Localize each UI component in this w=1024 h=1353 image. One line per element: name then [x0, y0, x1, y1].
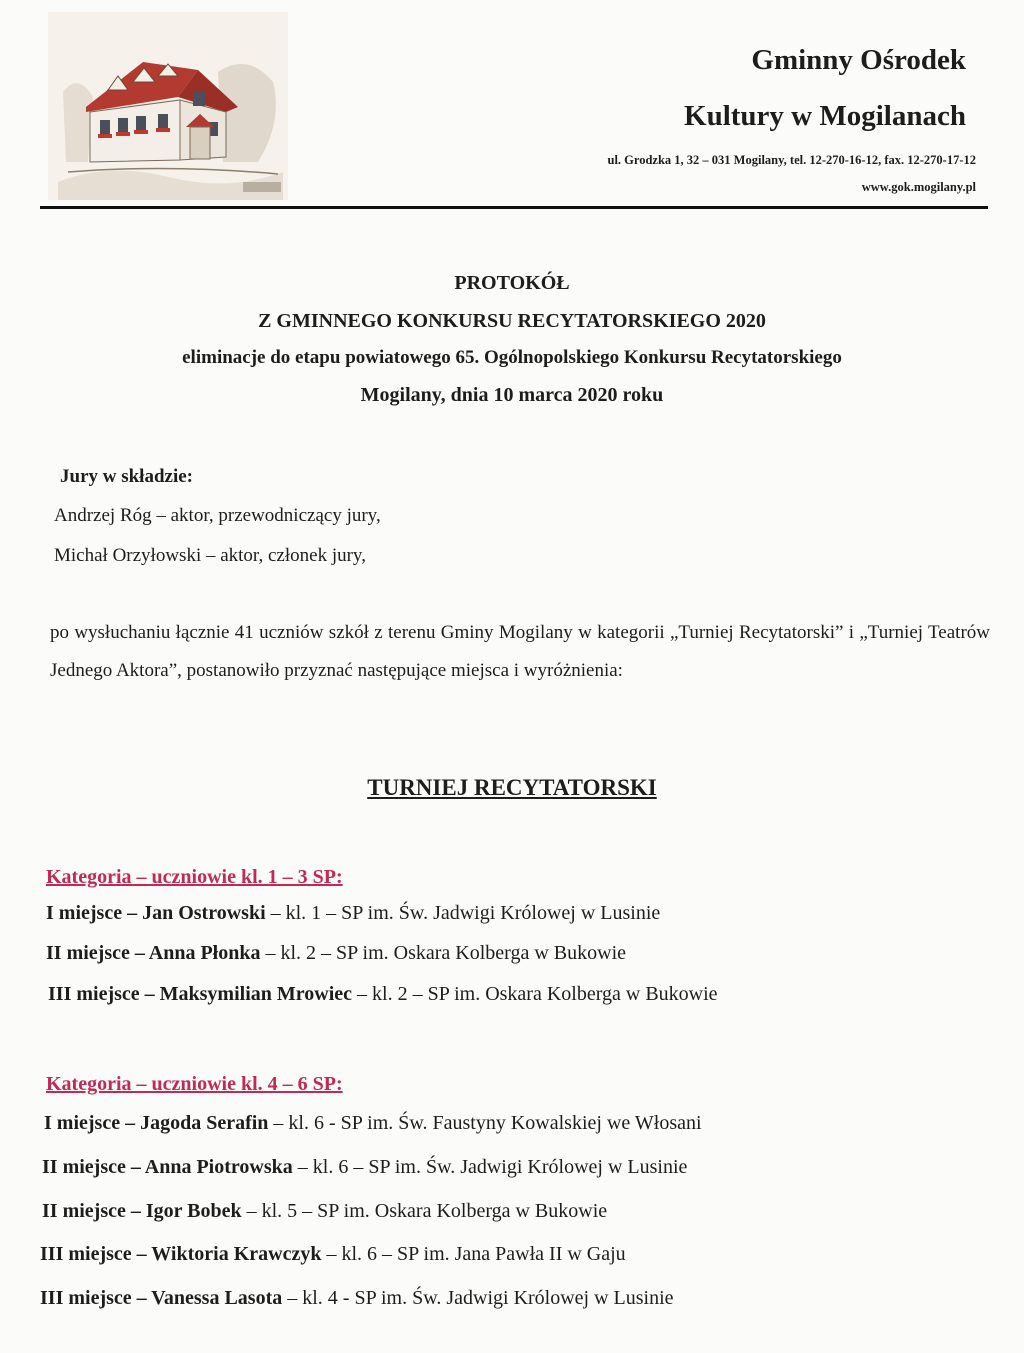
result-name: Maksymilian Mrowiec — [159, 983, 353, 1005]
result-detail: – kl. 2 – SP im. Oskara Kolberga w Bukowie — [352, 983, 718, 1005]
category-heading: Kategoria – uczniowie kl. 1 – 3 SP: — [46, 866, 343, 888]
result-row — [42, 1156, 687, 1179]
result-rank: I miejsce – — [46, 902, 143, 924]
protocol-title: PROTOKÓŁ — [454, 272, 570, 294]
result-name: Jagoda Serafin — [140, 1112, 269, 1134]
result-row — [48, 983, 718, 1006]
result-row — [46, 942, 626, 965]
jury-heading: Jury w składzie: — [60, 466, 193, 487]
result-rank: II miejsce – — [46, 942, 149, 964]
result-detail: – kl. 1 – SP im. Św. Jadwigi Królowej w Lusinie — [265, 902, 661, 924]
header-divider — [40, 206, 988, 209]
result-row — [42, 1200, 607, 1223]
result-rank: III miejsce – — [48, 983, 160, 1005]
result-name: Vanessa Lasota — [151, 1287, 283, 1309]
result-rank: III miejsce – — [40, 1287, 152, 1309]
result-row — [44, 1112, 702, 1135]
contest-subtitle: eliminacje do etapu powiatowego 65. Ogólnopolskiego Konkursu Recytatorskiego — [182, 347, 842, 368]
result-rank: III miejsce – — [40, 1243, 152, 1265]
section-title-text: TURNIEJ RECYTATORSKI — [367, 775, 657, 800]
result-rank: II miejsce – — [42, 1156, 145, 1178]
result-rank: II miejsce – — [42, 1200, 146, 1222]
jury-member: Michał Orzyłowski – aktor, członek jury, — [54, 545, 366, 566]
contest-date: Mogilany, dnia 10 marca 2020 roku — [360, 384, 664, 406]
result-detail: – kl. 4 - SP im. Św. Jadwigi Królowej w Lusinie — [282, 1287, 674, 1309]
result-name: Anna Płonka — [148, 942, 261, 964]
org-name-line1: Gminny Ośrodek — [751, 44, 966, 76]
result-detail: – kl. 6 - SP im. Św. Faustyny Kowalskiej we Włosani — [268, 1112, 702, 1134]
org-website: www.gok.mogilany.pl — [861, 180, 976, 194]
result-detail: – kl. 6 – SP im. Św. Jadwigi Królowej w Lusinie — [292, 1156, 688, 1178]
result-name: Jan Ostrowski — [142, 902, 266, 924]
house-logo — [48, 12, 288, 200]
result-row — [40, 1243, 626, 1266]
section-title — [0, 775, 1024, 801]
result-name: Anna Piotrowska — [144, 1156, 293, 1178]
result-detail: – kl. 2 – SP im. Oskara Kolberga w Bukowie — [260, 942, 627, 964]
result-name: Igor Bobek — [145, 1200, 242, 1222]
org-address: ul. Grodzka 1, 32 – 031 Mogilany, tel. 12-270-16-12, fax. 12-270-17-12 — [607, 153, 976, 167]
intro-paragraph: po wysłuchaniu łącznie 41 uczniów szkół z terenu Gminy Mogilany w kategorii „Turniej Recytatorski” i „Turniej Teatrów Jednego Aktora”, postanowiło przyznać następujące miejsca i wyróżnienia: — [50, 622, 990, 681]
result-detail: – kl. 6 – SP im. Jana Pawła II w Gaju — [321, 1243, 626, 1265]
result-rank: I miejsce – — [44, 1112, 141, 1134]
contest-title: Z GMINNEGO KONKURSU RECYTATORSKIEGO 2020 — [258, 310, 766, 332]
result-row — [46, 902, 660, 925]
org-name-line2: Kultury w Mogilanach — [684, 100, 966, 132]
category-heading: Kategoria – uczniowie kl. 4 – 6 SP: — [46, 1073, 343, 1095]
result-name: Wiktoria Krawczyk — [151, 1243, 322, 1265]
result-detail: – kl. 5 – SP im. Oskara Kolberga w Bukowie — [241, 1200, 608, 1222]
result-row — [40, 1287, 674, 1310]
jury-member: Andrzej Róg – aktor, przewodniczący jury, — [54, 505, 381, 526]
